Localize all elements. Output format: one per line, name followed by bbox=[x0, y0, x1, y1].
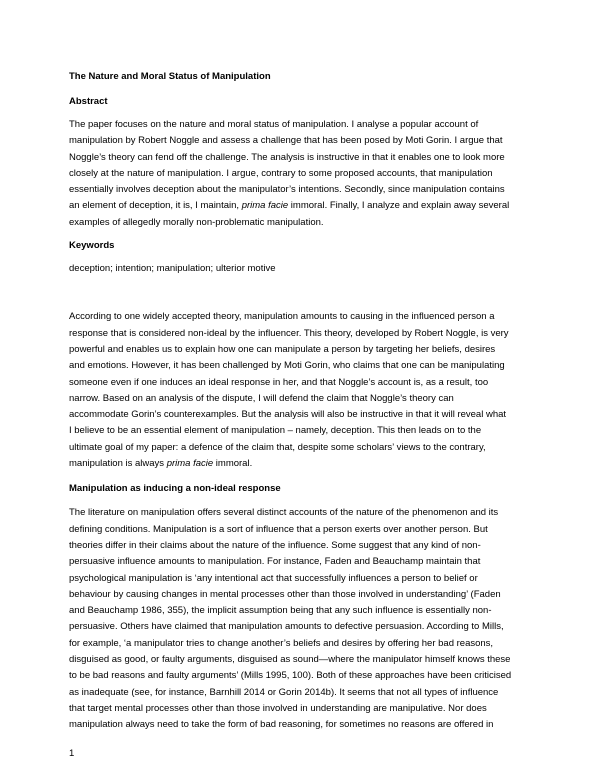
section-line: persuasive. Others have claimed that manipulation amounts to defective persuasion. According to Mills, bbox=[69, 621, 504, 633]
intro-paragraph bbox=[69, 309, 533, 472]
abstract-line-part: immoral. Finally, I analyze and explain away several bbox=[288, 200, 510, 212]
abstract-line: essentially involves deception about the manipulator’s intentions. Secondly, since manipulation contains bbox=[69, 184, 505, 196]
intro-line-part: immoral. bbox=[213, 458, 253, 470]
emphasis-text: prima facie bbox=[241, 200, 289, 212]
intro-line: According to one widely accepted theory, manipulation amounts to causing in the influenced person a bbox=[69, 311, 495, 323]
abstract-line: closely at the nature of manipulation. I argue, contrary to some proposed accounts, that manipulation bbox=[69, 167, 493, 179]
keywords-list: deception; intention; manipulation; ulterior motive bbox=[69, 263, 276, 275]
section-line: disguised as good, or faulty arguments, disguised as sound—where the manipulator himself knows these bbox=[69, 654, 511, 666]
paper-title: The Nature and Moral Status of Manipulation bbox=[69, 71, 271, 82]
abstract-line bbox=[69, 198, 533, 214]
intro-line: accommodate Gorin’s counterexamples. But the analysis will also be instructive in that it will reveal what bbox=[69, 409, 507, 421]
section-line: The literature on manipulation offers several distinct accounts of the nature of the phenomenon and its bbox=[69, 507, 499, 519]
keywords-heading: Keywords bbox=[69, 240, 115, 252]
emphasis-text: prima facie bbox=[166, 458, 214, 470]
intro-line: someone even if one induces an ideal response in her, and that Noggle’s account is, as a result, too bbox=[69, 376, 489, 388]
intro-line: I believe to be an essential element of manipulation – namely, deception. This then leads on to the bbox=[69, 425, 482, 437]
section-line: theories differ in their claims about the nature of the influence. Some suggest that any kind of non- bbox=[69, 539, 481, 551]
intro-line: narrow. Based on an analysis of the dispute, I will defend the claim that Noggle’s theory can bbox=[69, 392, 454, 404]
abstract-paragraph bbox=[69, 117, 533, 231]
section-line: as inadequate (see, for instance, Barnhill 2014 or Gorin 2014b). It seems that not all types of influence bbox=[69, 686, 499, 698]
abstract-line: The paper focuses on the nature and moral status of manipulation. I analyse a popular account of bbox=[69, 119, 479, 130]
section-line: and Beauchamp 1986, 355), the implicit assumption being that any such influence is essentially non- bbox=[69, 605, 492, 617]
abstract-line: manipulation by Robert Noggle and assess a challenge that has been posed by Moti Gorin. I argue that bbox=[69, 135, 503, 147]
section-line: behaviour by causing changes in mental processes other than those involved in understanding’ (Faden bbox=[69, 588, 501, 600]
abstract-heading: Abstract bbox=[69, 96, 108, 107]
section-paragraph bbox=[69, 505, 533, 733]
abstract-line-part: an element of deception, it is, I maintain, bbox=[69, 200, 242, 212]
intro-line bbox=[69, 456, 533, 472]
section-line: that target mental processes other than those involved in understanding are manipulative. Nor does bbox=[69, 702, 487, 714]
section-line: persuasive influence amounts to manipulation. For instance, Faden and Beauchamp maintain that bbox=[69, 556, 481, 568]
intro-line-part: manipulation is always bbox=[69, 458, 167, 470]
section-line: psychological manipulation is ‘any intentional act that successfully influences a person to belief or bbox=[69, 572, 478, 584]
intro-line: ultimate goal of my paper: a defence of the claim that, despite some scholars’ views to the contrary, bbox=[69, 441, 486, 453]
section-line: for example, ‘a manipulator tries to change another’s beliefs and desires by offering her bad reasons, bbox=[69, 637, 494, 649]
page-number: 1 bbox=[69, 748, 75, 759]
section-line: defining conditions. Manipulation is a sort of influence that a person exerts over another person. But bbox=[69, 523, 488, 535]
abstract-line: examples of allegedly morally non-problematic manipulation. bbox=[69, 216, 324, 228]
abstract-line: Noggle’s theory can fend off the challenge. The analysis is instructive in that it enables one to look more bbox=[69, 151, 505, 163]
intro-line: and emotions. However, it has been challenged by Moti Gorin, who claims that one can be manipulating bbox=[69, 360, 505, 372]
intro-line: powerful and enables us to explain how one can manipulate a person by targeting her beliefs, desires bbox=[69, 343, 496, 355]
section-line: to be bad reasons and faulty arguments’ (Mills 1995, 100). Both of these approaches have been criticised bbox=[69, 670, 512, 682]
section-heading: Manipulation as inducing a non-ideal response bbox=[69, 483, 281, 495]
page-content bbox=[69, 70, 533, 734]
section-line: manipulation always need to take the form of bad reasoning, for sometimes no reasons are offered in bbox=[69, 719, 494, 731]
intro-line: response that is considered non-ideal by the influencer. This theory, developed by Robert Noggle, is very bbox=[69, 327, 509, 339]
